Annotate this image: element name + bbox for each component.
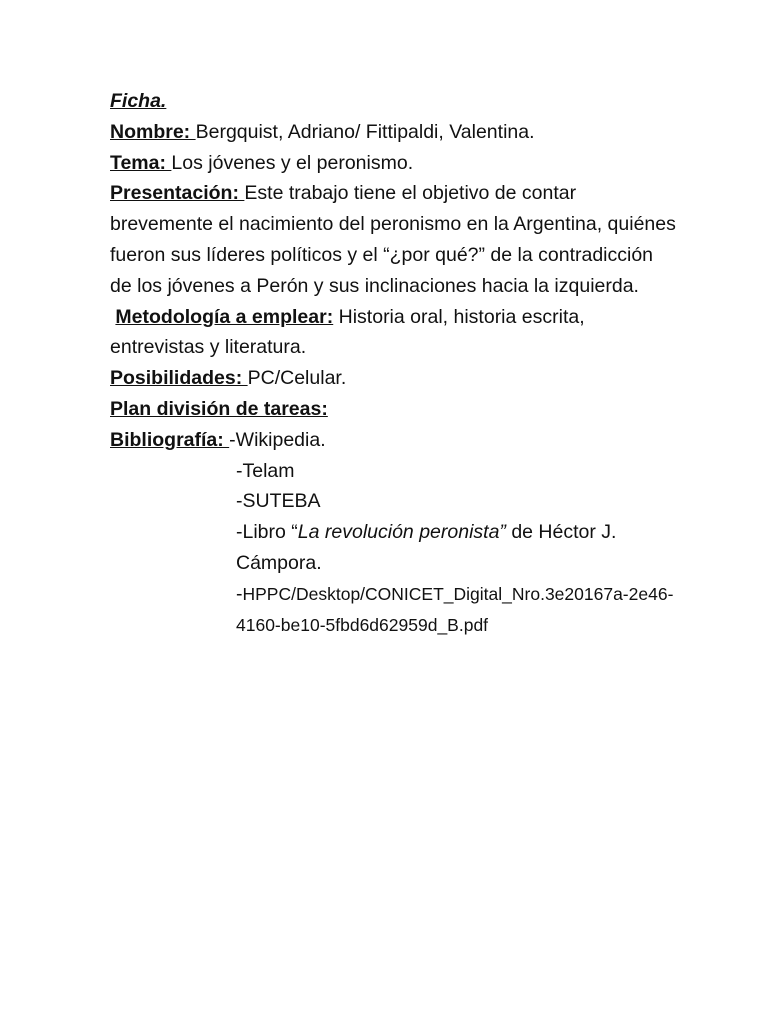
bibliografia-item-libro (110, 517, 680, 579)
bibliografia-item-pdf (110, 579, 680, 641)
pdf-path: HPPC/Desktop/CONICET_Digital_Nro.3e20167a-2e46-4160-be10-5fbd6d62959d_B.pdf (236, 583, 674, 635)
ficha-title: Ficha. (110, 90, 167, 112)
metodologia-label: Metodología a emplear: (115, 305, 334, 328)
metodologia-value: Historia oral, historia escrita, entrevistas y literatura. (110, 305, 585, 359)
bibliografia-item-telam: -Telam (236, 459, 295, 482)
libro-title: La revolución peronista” (297, 521, 506, 544)
presentacion-paragraph (110, 178, 680, 301)
plan-line (110, 394, 680, 425)
presentacion-value: Este trabajo tiene el objetivo de contar brevemente el nacimiento del peronismo en la Argentina, quiénes fueron sus líderes políticos y el “¿por qué?” de la contradicción de los jóvenes a Perón y sus inclinaciones hacia la izquierda. (110, 182, 676, 297)
ficha-content (110, 86, 680, 640)
nombre-label: Nombre: (110, 120, 196, 143)
posibilidades-line (110, 363, 680, 394)
tema-value: Los jóvenes y el peronismo. (171, 151, 414, 174)
bibliografia-item-suteba: -SUTEBA (236, 490, 321, 513)
metodologia-paragraph (110, 302, 680, 364)
libro-suffix: de Héctor J. Cámpora. (236, 521, 617, 574)
bibliografia-label: Bibliografía: (110, 428, 230, 451)
nombre-line (110, 117, 680, 148)
libro-prefix: -Libro “ (236, 521, 298, 544)
tema-line (110, 148, 680, 179)
tema-label: Tema: (110, 151, 172, 174)
presentacion-label: Presentación: (110, 182, 245, 205)
bibliografia-item-wikipedia: -Wikipedia. (229, 428, 326, 451)
posibilidades-value: PC/Celular. (247, 367, 347, 390)
pdf-dash: - (236, 582, 243, 605)
bibliografia-line (110, 425, 680, 456)
posibilidades-label: Posibilidades: (110, 367, 248, 390)
ficha-title-line (110, 86, 680, 117)
nombre-value: Bergquist, Adriano/ Fittipaldi, Valentina. (195, 120, 535, 143)
plan-label: Plan división de tareas: (110, 397, 328, 420)
